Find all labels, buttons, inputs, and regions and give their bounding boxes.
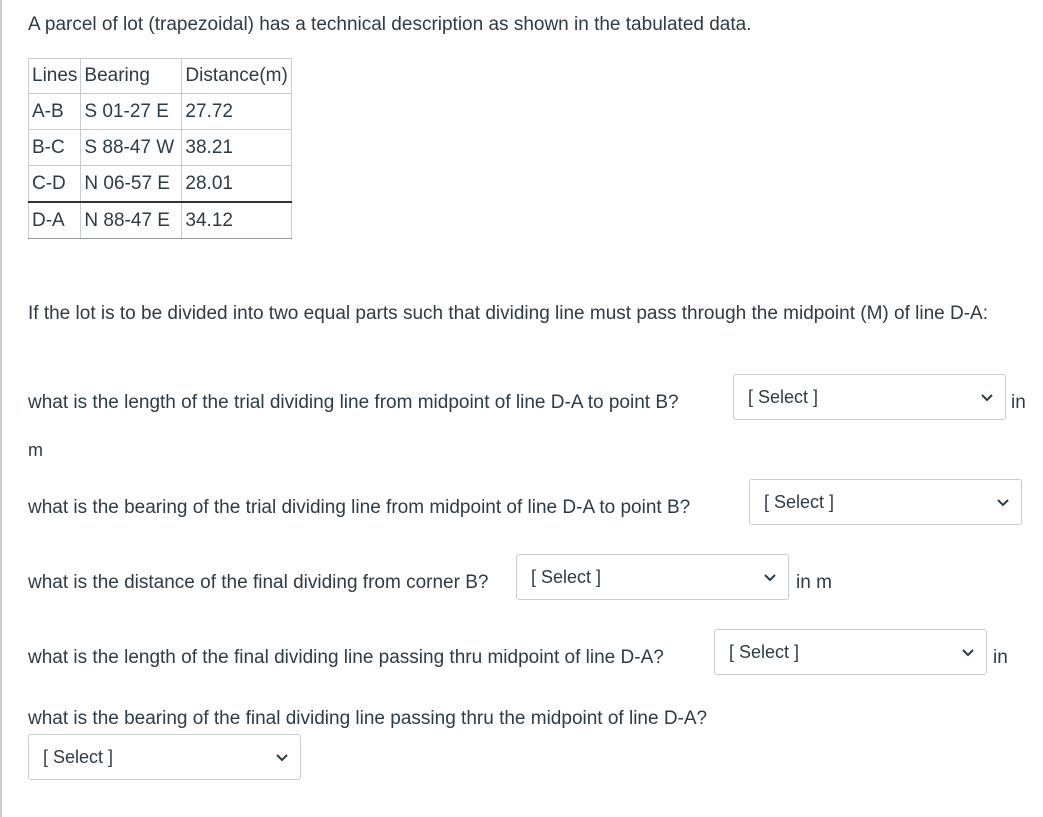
select-value: [ Select ] [729, 642, 800, 662]
cell-bearing: N 06-57 E [81, 166, 182, 203]
cell-bearing: N 88-47 E [81, 202, 182, 239]
chevron-down-icon [962, 647, 974, 659]
chevron-down-icon [764, 572, 776, 584]
question-3-text: what is the distance of the final dividing from corner B? [28, 572, 489, 593]
cell-line: A-B [29, 94, 81, 130]
table-header-row [29, 59, 292, 94]
select-value: [ Select ] [43, 747, 114, 767]
question-4-text: what is the length of the final dividing line passing thru midpoint of line D-A? [28, 647, 664, 668]
question-1-text: what is the length of the trial dividing line from midpoint of line D-A to point B? [28, 392, 679, 413]
question-5-select[interactable] [28, 734, 301, 780]
cell-bearing: S 01-27 E [81, 94, 182, 130]
select-value: [ Select ] [531, 567, 602, 587]
cell-distance: 38.21 [182, 130, 291, 166]
header-bearing: Bearing [81, 59, 182, 94]
cell-distance: 27.72 [182, 94, 291, 130]
question-4-unit: in [993, 647, 1008, 668]
cell-bearing: S 88-47 W [81, 130, 182, 166]
page-left-border [0, 0, 2, 817]
instruction-text: If the lot is to be divided into two equal parts such that dividing line must pass through the midpoint (M) of line D-A: [28, 303, 989, 324]
question-2-text: what is the bearing of the trial dividing line from midpoint of line D-A to point B? [28, 497, 691, 518]
select-value: [ Select ] [748, 387, 819, 407]
question-2-select[interactable] [749, 479, 1022, 525]
question-1-unit-wrap: m [28, 440, 43, 460]
table-row [29, 130, 292, 166]
cell-distance: 28.01 [182, 166, 291, 203]
question-4-select[interactable] [714, 629, 987, 675]
question-3-select[interactable] [516, 554, 789, 600]
table-row [29, 94, 292, 130]
cell-distance: 34.12 [182, 202, 291, 239]
intro-text: A parcel of lot (trapezoidal) has a technical description as shown in the tabulated data. [28, 14, 752, 35]
cell-line: B-C [29, 130, 81, 166]
cell-line: C-D [29, 166, 81, 203]
question-1-select[interactable] [733, 374, 1006, 420]
chevron-down-icon [276, 752, 288, 764]
chevron-down-icon [981, 392, 993, 404]
cell-line: D-A [29, 202, 81, 239]
question-5-text: what is the bearing of the final dividing line passing thru the midpoint of line D-A? [28, 708, 708, 729]
header-lines: Lines [29, 59, 81, 94]
table-row [29, 166, 292, 203]
technical-description-table [28, 58, 292, 239]
header-distance: Distance(m) [182, 59, 291, 94]
select-value: [ Select ] [764, 492, 835, 512]
chevron-down-icon [997, 497, 1009, 509]
table-row [29, 202, 292, 239]
question-1-unit: in [1011, 392, 1026, 413]
question-3-unit: in m [796, 572, 832, 593]
